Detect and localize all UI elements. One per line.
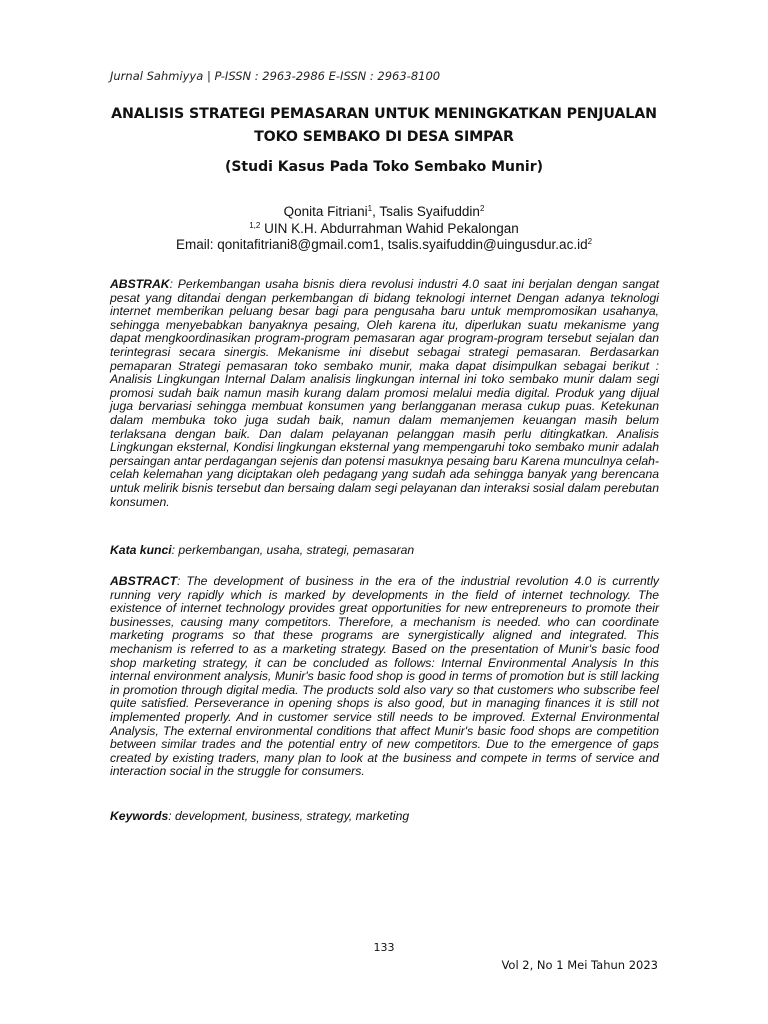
paper-title	[90, 103, 678, 149]
keywords-label: Keywords	[110, 809, 169, 823]
paper-title-line-1: ANALISIS STRATEGI PEMASARAN UNTUK MENINGKATKAN PENJUALAN	[111, 106, 657, 122]
journal-header: Jurnal Sahmiyya | P-ISSN : 2963-2986 E-ISSN : 2963-8100	[110, 69, 441, 83]
author-separator: ,	[372, 204, 380, 219]
keywords-text: : development, business, strategy, marketing	[168, 809, 410, 823]
keywords-line	[110, 810, 659, 824]
abstrak-paragraph	[110, 278, 659, 509]
abstrak-label: ABSTRAK	[110, 277, 170, 291]
kata-kunci-line	[110, 544, 659, 558]
page-number: 133	[373, 941, 395, 954]
kata-kunci-label: Kata kunci	[110, 543, 172, 557]
author-1-name: Qonita Fitriani	[283, 204, 368, 219]
author-block	[90, 204, 678, 254]
affiliation-marker: 1,2	[249, 220, 261, 230]
abstract-text: : The development of business in the era of the industrial revolution 4.0 is currently running very rapidly which is marked by developments in the field of internet technology. The existence of internet technology provides great opportunities for new entrepreneurs to promote their businesses, causing many competitors. Therefore, a mechanism is needed. who can coordinate marketing programs so that these programs are synergistically aligned and integrated. This mechanism is referred to as a marketing strategy. Based on the presentation of Munir's basic food shop marketing strategy, it can be concluded as follows: Internal Environmental Analysis In this internal environment analysis, Munir's basic food shop is good in terms of promotion but is still lacking in promotion through digital media. The products sold also vary so that customers who subscribe feel quite satisfied. Perseverance in opening shops is also good, but in managing finances it is still not implemented properly. And in customer service still needs to be improved. External Environmental Analysis, The external environmental conditions that affect Munir's basic food shops are competition between similar trades and the potential entry of new competitors. Due to the emergence of gaps created by existing traders, many plan to look at the business and compete in terms of service and interaction social in the struggle for consumers.	[110, 574, 659, 779]
volume-info: Vol 2, No 1 Mei Tahun 2023	[501, 958, 658, 972]
abstract-paragraph	[110, 575, 659, 779]
email-marker: 2	[587, 237, 593, 246]
paper-title-line-2: TOKO SEMBAKO DI DESA SIMPAR	[254, 129, 514, 145]
author-2-name: Tsalis Syaifuddin	[379, 204, 480, 219]
abstrak-text: : Perkembangan usaha bisnis diera revolusi industri 4.0 saat ini berjalan dengan sangat pesat yang ditandai dengan perkembangan di bidang teknologi internet Dengan adanya teknologi internet memberikan peluang besar bagi para pengusaha baru untuk mempromosikan usahanya, sehingga menyebabkan banyaknya pesaing, Oleh karena itu, diperlukan suatu mekanisme yang dapat mengkoordinasikan program-program pemasaran agar program-program tersebut sejalan dan terintegrasi secara sinergis. Mekanisme ini disebut sebagai strategi pemasaran. Berdasarkan pemaparan Strategi pemasaran toko sembako munir, maka dapat disimpulkan sebagai berikut : Analisis Lingkungan Internal Dalam analisis lingkungan internal ini toko sembako munir dalam segi promosi sudah baik namun masih kurang dalam promosi melalui media digital. Produk yang dijual juga bervariasi sehingga membuat konsumen yang berlangganan merasa cukup puas. Ketekunan dalam membuka toko juga sudah baik, namun dalam memanjemen keuangan masih belum terlaksana dengan baik. Dan dalam pelayanan pelanggan masih perlu ditingkatkan. Analisis Lingkungan eksternal, Kondisi lingkungan eksternal yang mempengaruhi toko sembako munir adalah persaingan antar perdagangan sejenis dan potensi masuknya pesaing baru Karena munculnya celah-celah kelemahan yang diciptakan oleh pedagang yang sudah ada sehingga banyak yang berencana untuk melirik bisnis tersebut dan bersaing dalam segi pelayanan dan interaksi sosial dalam perebutan konsumen.	[110, 277, 659, 509]
author-names	[90, 204, 678, 221]
author-2-marker: 2	[479, 204, 485, 213]
affiliation-name: UIN K.H. Abdurrahman Wahid Pekalongan	[260, 220, 519, 236]
kata-kunci-text: : perkembangan, usaha, strategi, pemasaran	[171, 543, 415, 557]
email-text: Email: qonitafitriani8@gmail.com1, tsalis.syaifuddin@uingusdur.ac.id	[175, 237, 588, 252]
paper-subtitle: (Studi Kasus Pada Toko Sembako Munir)	[224, 159, 544, 175]
email-line	[90, 237, 678, 254]
affiliation	[90, 221, 678, 238]
abstract-label: ABSTRACT	[110, 574, 178, 588]
author-1-marker: 1	[367, 204, 373, 213]
